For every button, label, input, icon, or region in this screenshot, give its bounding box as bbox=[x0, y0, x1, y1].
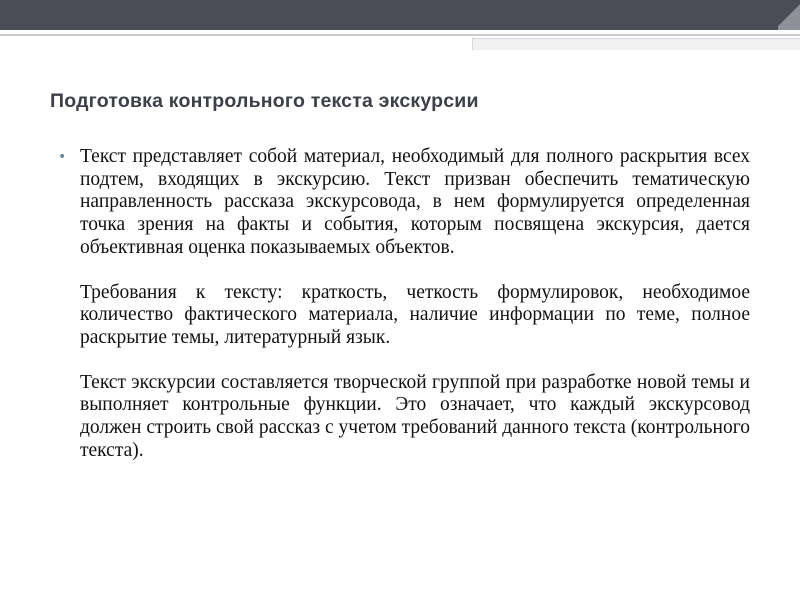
paragraph-description: Текст представляет собой материал, необходимый для полного раскрытия всех подтем, входящих в экскурсию. Текст призван обеспечить тематическую направленность рассказа экскурсовода, в нем формулируется определенная точка зрения на факты и события, которым посвящена экскурсия, дается объективная оценка показываемых объектов. bbox=[80, 146, 750, 258]
header-band bbox=[0, 0, 800, 30]
header-stripe bbox=[0, 34, 800, 36]
paragraph-requirements: Требования к тексту: краткость, четкость формулировок, необходимое количество фактического материала, наличие информации по теме, полное раскрытие темы, литературный язык. bbox=[80, 281, 750, 348]
slide-title: Подготовка контрольного текста экскурсии bbox=[50, 90, 479, 112]
paragraph-composition: Текст экскурсии составляется творческой группой при разработке новой темы и выполняет контрольные функции. Это означает, что каждый экскурсовод должен строить свой рассказ с учетом требований данного текста (контрольного текста). bbox=[80, 371, 750, 461]
header-corner-decoration bbox=[778, 0, 800, 30]
slide-body bbox=[58, 146, 750, 462]
bullet-text bbox=[80, 146, 750, 462]
header-step-decoration bbox=[472, 38, 800, 50]
bullet-icon: • bbox=[58, 149, 67, 165]
